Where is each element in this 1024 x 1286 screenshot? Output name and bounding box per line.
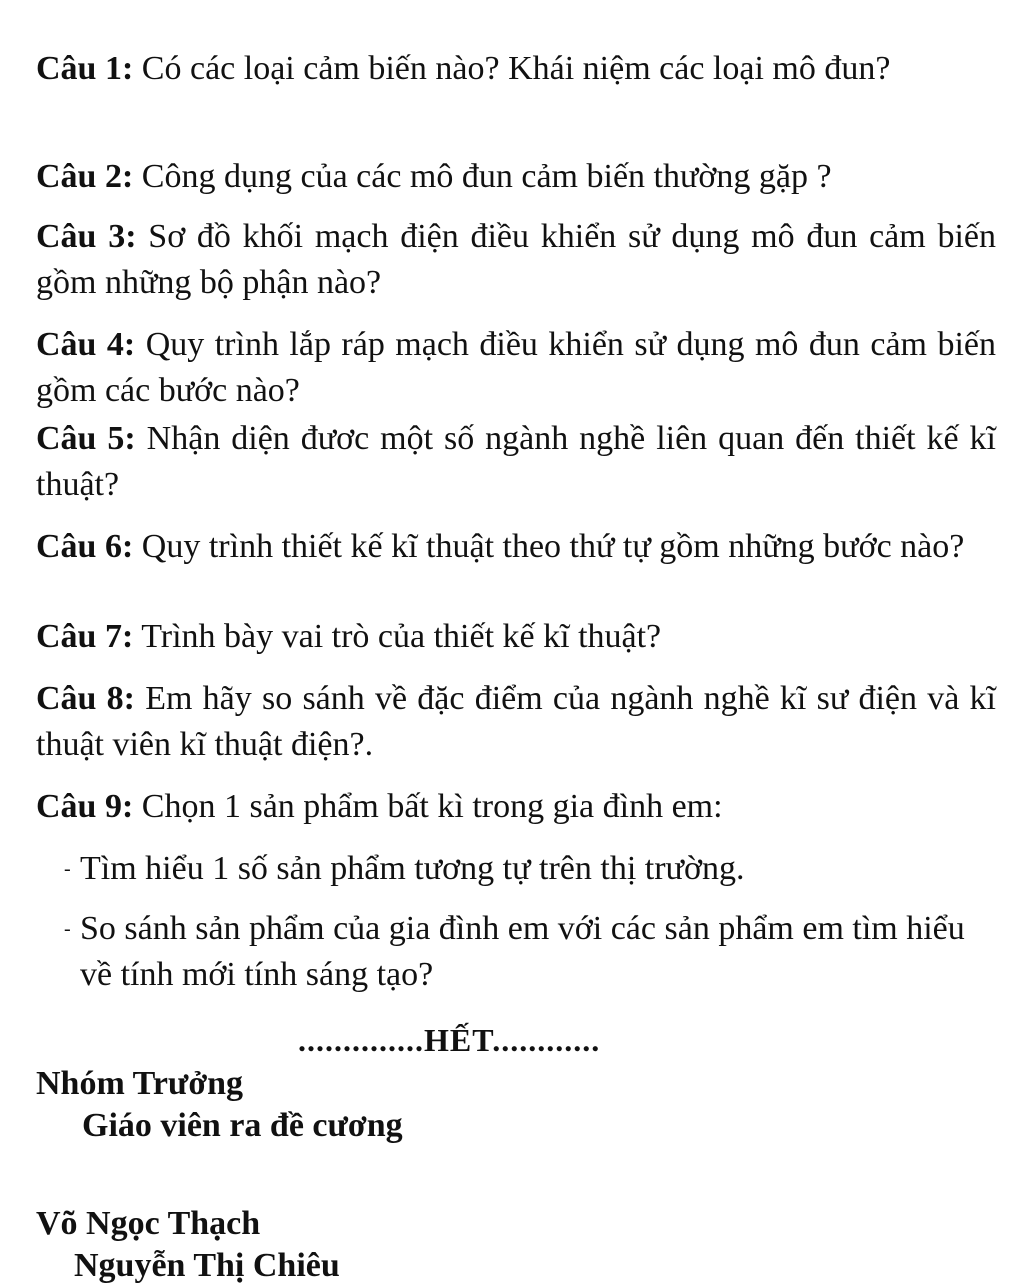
question-6 (36, 524, 996, 570)
question-text: Nhận diện đươc một số ngành nghề liên quan đến thiết kế kĩ thuật? (36, 420, 996, 503)
question-1 (36, 46, 996, 92)
dash-marker: - (64, 918, 71, 940)
sub-item-2 (64, 906, 1010, 998)
question-text: Chọn 1 sản phẩm bất kì trong gia đình em: (141, 788, 723, 825)
group-leader-name: Võ Ngọc Thạch (36, 1205, 261, 1242)
group-leader-title: Nhóm Trưởng (36, 1065, 244, 1102)
question-text: Quy trình thiết kế kĩ thuật theo thứ tự gồm những bước nào? (141, 528, 965, 565)
question-label: Câu 6: (36, 528, 134, 565)
question-label: Câu 4: (36, 326, 136, 363)
question-5 (36, 416, 996, 508)
question-text: Sơ đồ khối mạch điện điều khiển sử dụng mô đun cảm biến gồm những bộ phận nào? (36, 218, 996, 301)
sub-item-text: Tìm hiểu 1 số sản phẩm tương tự trên thị trường. (80, 850, 745, 887)
question-4 (36, 322, 996, 414)
question-label: Câu 7: (36, 618, 134, 655)
teacher-name: Nguyễn Thị Chiêu (74, 1247, 340, 1284)
question-7 (36, 614, 996, 660)
question-text: Công dụng của các mô đun cảm biến thường gặp ? (141, 158, 832, 195)
question-label: Câu 2: (36, 158, 134, 195)
dash-marker: - (64, 858, 71, 880)
question-text: Trình bày vai trò của thiết kế kĩ thuật? (141, 618, 662, 655)
question-label: Câu 5: (36, 420, 136, 457)
question-text: Quy trình lắp ráp mạch điều khiển sử dụng mô đun cảm biến gồm các bước nào? (36, 326, 996, 409)
question-text: Có các loại cảm biến nào? Khái niệm các loại mô đun? (141, 50, 891, 87)
teacher-title: Giáo viên ra đề cương (82, 1107, 403, 1144)
question-9 (36, 784, 996, 830)
question-2 (36, 154, 996, 200)
end-marker: ..............HẾT............ (298, 1022, 601, 1058)
question-label: Câu 3: (36, 218, 137, 255)
question-text: Em hãy so sánh về đặc điểm của ngành nghề kĩ sư điện và kĩ thuật viên kĩ thuật điện?. (36, 680, 996, 763)
question-8 (36, 676, 996, 768)
question-label: Câu 8: (36, 680, 136, 717)
question-label: Câu 1: (36, 50, 134, 87)
sub-item-text: So sánh sản phẩm của gia đình em với các sản phẩm em tìm hiểu về tính mới tính sáng tạo? (80, 910, 965, 993)
sub-item-1 (64, 846, 1010, 892)
question-3 (36, 214, 996, 306)
question-label: Câu 9: (36, 788, 134, 825)
